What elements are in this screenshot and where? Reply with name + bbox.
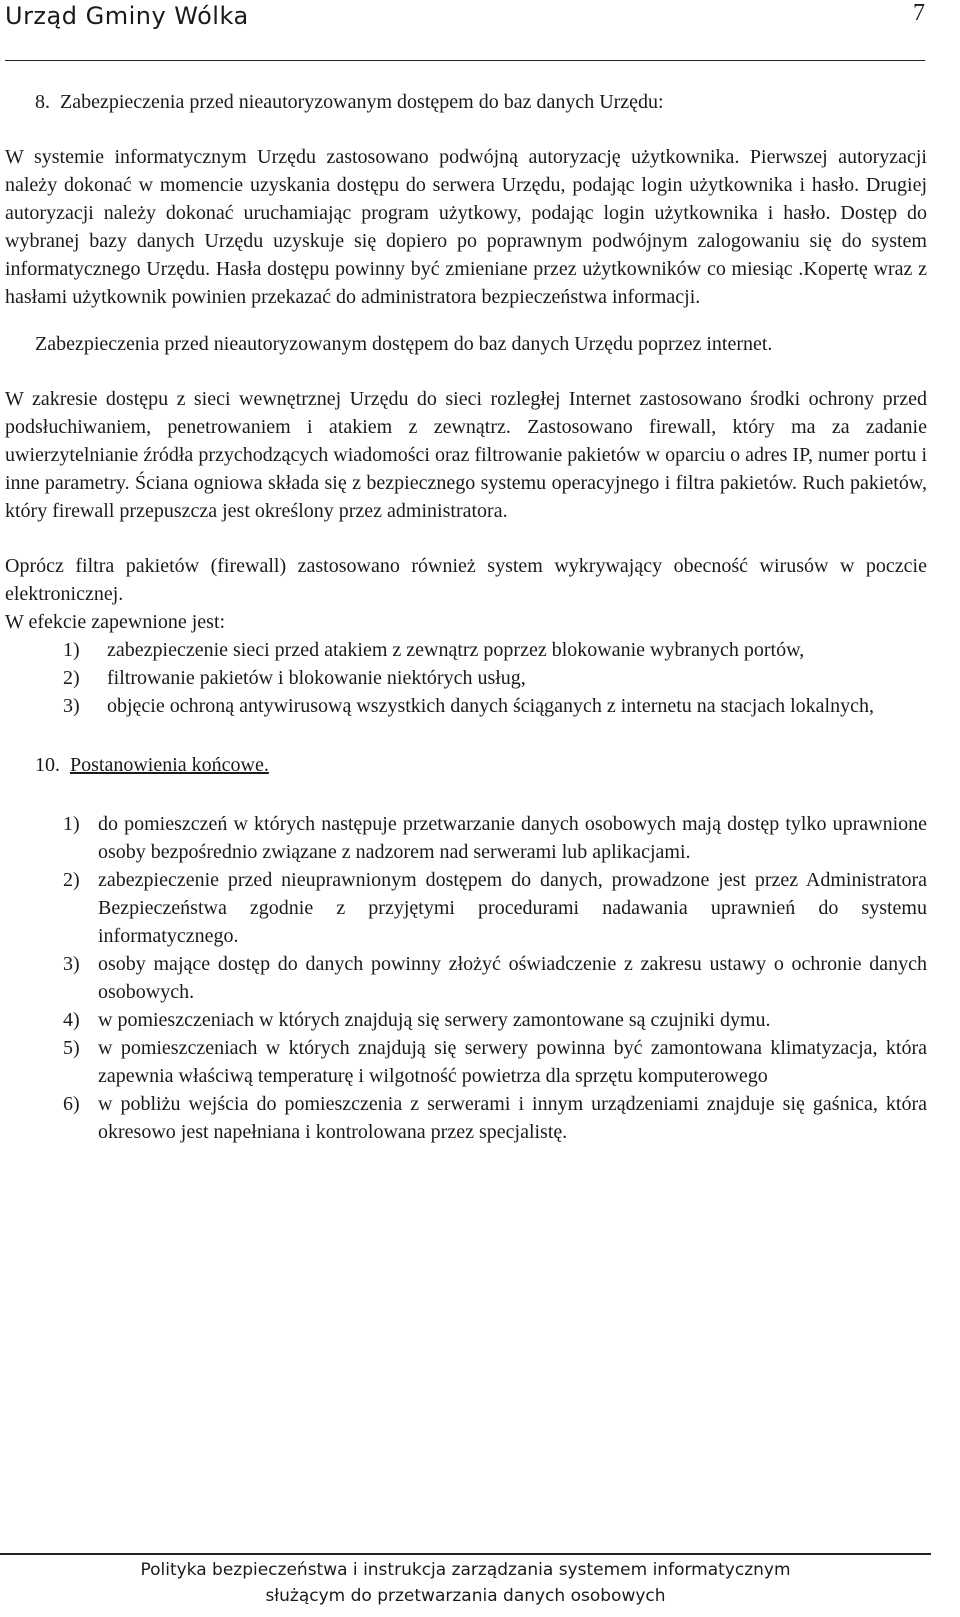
- list-item: [5, 950, 927, 1006]
- list-item-number: 2): [63, 869, 80, 891]
- section-9-heading: [5, 330, 927, 358]
- effects-list: [5, 636, 927, 720]
- list-item-text: zabezpieczenie przed nieuprawnionym dostępem do danych, prowadzone jest przez Administratora Bezpieczeństwa zgodnie z przyjętymi procedurami nadawania uprawnień do systemu informatycznego.: [98, 869, 927, 947]
- section-10-title: Postanowienia końcowe.: [70, 754, 269, 776]
- list-item: [5, 1034, 927, 1090]
- list-item-number: 6): [63, 1093, 80, 1115]
- list-item-number: 2): [63, 667, 80, 689]
- list-item-text: filtrowanie pakietów i blokowanie niektórych usług,: [107, 667, 526, 689]
- final-provisions-list: [5, 810, 927, 1146]
- list-item: [5, 1090, 927, 1146]
- section-9-effects-intro: W efekcie zapewnione jest:: [5, 611, 226, 633]
- list-item-number: 3): [63, 695, 80, 717]
- list-item-text: w pomieszczeniach w których znajdują się serwery powinna być zamontowana klimatyzacja, która zapewnia właściwą temperaturę i wilgotność powietrza dla sprzętu komputerowego: [98, 1037, 927, 1087]
- section-8-paragraph: W systemie informatycznym Urzędu zastosowano podwójną autoryzację użytkownika. Pierwszej autoryzacji należy dokonać w momencie uzyskania dostępu do serwera Urzędu, podając login użytkownika i hasło. Drugiej autoryzacji należy dokonać uruchamiając program użytkowy, podając login użytkownika i hasło. Dostęp do wybranej bazy danych Urzędu uzyskuje się dopiero po poprawnym podwójnym zalogowaniu się do system informatycznego Urzędu. Hasła dostępu powinny być zmieniane przez użytkowników co miesiąc .Kopertę wraz z hasłami użytkownik powinien przekazać do administratora bezpieczeństwa informacji.: [5, 146, 927, 308]
- list-item-text: osoby mające dostęp do danych powinny złożyć oświadczenie z zakresu ustawy o ochronie danych osobowych.: [98, 953, 927, 1003]
- section-9-number: [10, 330, 35, 358]
- footer-line-1: Polityka bezpieczeństwa i instrukcja zarządzania systemem informatycznym: [140, 1560, 791, 1580]
- list-item: [5, 692, 927, 720]
- list-item-text: do pomieszczeń w których następuje przetwarzanie danych osobowych mają dostęp tylko uprawnione osoby bezpośrednio związane z nadzorem nad serwerami lub aplikacjami.: [98, 813, 927, 863]
- section-8-title: Zabezpieczenia przed nieautoryzowanym dostępem do baz danych Urzędu:: [60, 91, 664, 113]
- page-header: [5, 0, 925, 62]
- section-8-number: 8.: [35, 91, 50, 113]
- list-item-number: 1): [63, 639, 80, 661]
- section-9-paragraph-2: Oprócz filtra pakietów (firewall) zastosowano również system wykrywający obecność wirusów w poczcie elektronicznej.: [5, 555, 927, 605]
- section-10-number: 10.: [35, 754, 60, 776]
- list-item-text: zabezpieczenie sieci przed atakiem z zewnątrz poprzez blokowanie wybranych portów,: [107, 639, 805, 661]
- list-item: [5, 664, 927, 692]
- header-title: Urząd Gminy Wólka: [5, 2, 249, 30]
- list-item-text: w pomieszczeniach w których znajdują się serwery zamontowane są czujniki dymu.: [98, 1009, 771, 1031]
- footer-line-2: służącym do przetwarzania danych osobowych: [265, 1586, 666, 1606]
- list-item-text: w pobliżu wejścia do pomieszczenia z serwerami i innym urządzeniami znajduje się gaśnica, która okresowo jest napełniana i kontrolowana przez specjalistę.: [98, 1093, 927, 1143]
- section-10-heading: [5, 751, 927, 779]
- section-8-heading: [5, 88, 927, 116]
- list-item-text: objęcie ochroną antywirusową wszystkich danych ściąganych z internetu na stacjach lokalnych,: [107, 695, 874, 717]
- footer-divider: [0, 1553, 931, 1555]
- page-footer: [0, 1553, 931, 1617]
- footer-text: [0, 1557, 931, 1609]
- list-item: [5, 636, 927, 664]
- document-body: [5, 88, 927, 1146]
- page-number: 7: [913, 0, 925, 26]
- list-item-number: 4): [63, 1009, 80, 1031]
- list-item-number: 1): [63, 813, 80, 835]
- list-item: [5, 866, 927, 950]
- header-divider: [5, 60, 925, 61]
- list-item-number: 5): [63, 1037, 80, 1059]
- list-item: [5, 1006, 927, 1034]
- section-9-paragraph-1: W zakresie dostępu z sieci wewnętrznej Urzędu do sieci rozległej Internet zastosowano środki ochrony przed podsłuchiwaniem, penetrowaniem i atakiem z zewnątrz. Zastosowano firewall, który ma za zadanie uwierzytelnianie źródła przychodzących wiadomości oraz filtrowanie pakietów w oparciu o adres IP, numer portu i inne parametry. Ściana ogniowa składa się z bezpiecznego systemu operacyjnego i filtra pakietów. Ruch pakietów, który firewall przepuszcza jest określony przez administratora.: [5, 388, 927, 522]
- section-9-title: Zabezpieczenia przed nieautoryzowanym dostępem do baz danych Urzędu poprzez internet.: [35, 333, 773, 355]
- list-item: [5, 810, 927, 866]
- list-item-number: 3): [63, 953, 80, 975]
